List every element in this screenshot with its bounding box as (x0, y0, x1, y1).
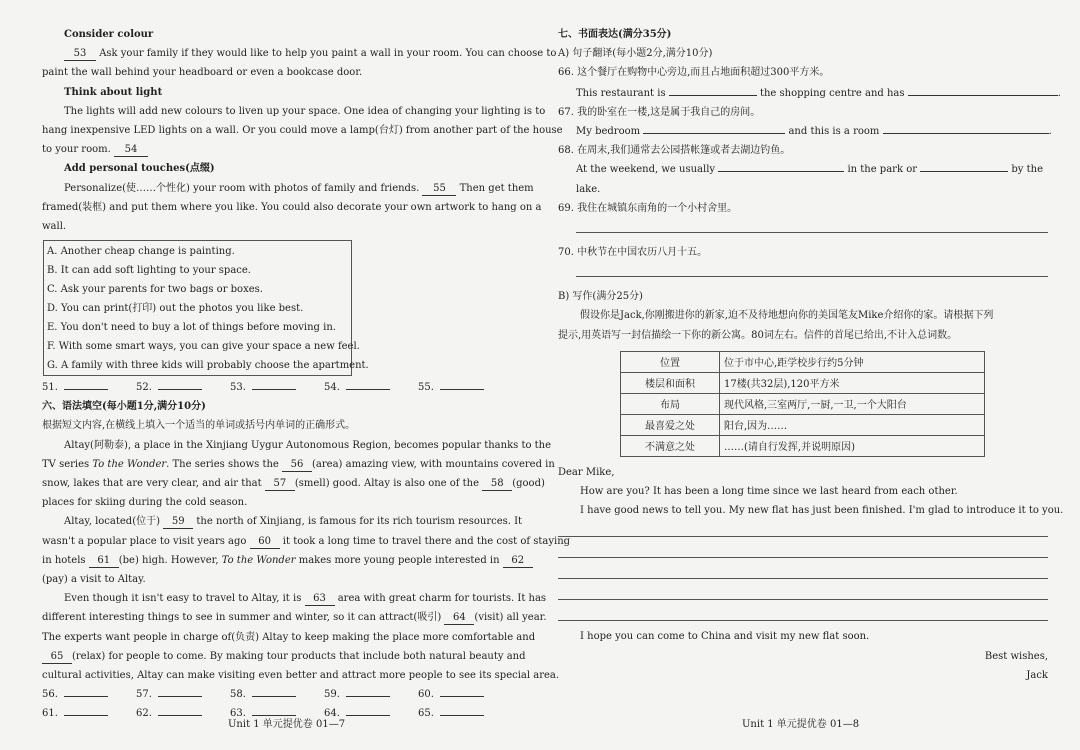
page-footer: Unit 1 单元提优卷 01—7 (228, 719, 346, 730)
paragraph-line: cultural activities, Altay can make visiting even better and attract more people to see its special area. (42, 670, 560, 682)
writing-line[interactable] (558, 526, 1048, 537)
table-row: 不满意之处 ……(请自行发挥,并说明原因) (621, 435, 985, 456)
table-row: 布局 现代风格,三室两厅,一厨,一卫,一个大阳台 (621, 393, 985, 414)
blank-54[interactable]: 54 (114, 144, 148, 157)
paragraph-line: (pay) a visit to Altay. (42, 574, 146, 586)
blank-68a[interactable] (718, 171, 844, 172)
answer-slot[interactable]: 55. (418, 378, 512, 397)
section-b-title: B) 写作(满分25分) (558, 291, 643, 303)
blank-57[interactable]: 57 (265, 478, 295, 491)
answer-slot[interactable]: 52. (136, 378, 230, 397)
writing-prompt-line: 提示,用英语写一封信描绘一下你的新公寓。80词左右。信件的首尾已给出,不计入总词数。 (558, 329, 958, 341)
blank-55[interactable]: 55 (422, 183, 456, 196)
option-b: B. It can add soft lighting to your space. (47, 265, 251, 277)
paragraph-line: paint the wall behind your headboard or even a bookcase door. (42, 67, 363, 79)
table-row: 最喜爱之处 阳台,因为…… (621, 414, 985, 435)
letter-end-line: I hope you can come to China and visit my new flat soon. (580, 631, 870, 643)
blank-66a[interactable] (669, 95, 757, 96)
blank-59[interactable]: 59 (163, 516, 193, 529)
answer-line-69[interactable] (576, 222, 1048, 233)
part7-title: 七、书面表达(满分35分) (558, 29, 672, 40)
table-row: 位置 位于市中心,距学校步行约5分钟 (621, 351, 985, 372)
blank-53[interactable]: 53 (64, 48, 96, 61)
writing-line[interactable] (558, 568, 1048, 579)
blank-67a[interactable] (643, 133, 785, 134)
blank-56[interactable]: 56 (282, 459, 312, 472)
letter-closing: Best wishes, (984, 650, 1048, 662)
blank-64[interactable]: 64 (444, 612, 474, 625)
paragraph-line: to your room. 54 (42, 140, 528, 159)
paragraph-line: 65 (relax) for people to come. By making tour products that include both natural beauty and (42, 647, 528, 666)
question-69: 69. 我住在城镇东南角的一个小村舍里。 (558, 202, 738, 214)
blank-58[interactable]: 58 (482, 478, 512, 491)
blank-61[interactable]: 61 (89, 555, 119, 568)
writing-line[interactable] (558, 547, 1048, 558)
answer-slot[interactable]: 63. (230, 704, 324, 723)
answer-line-70[interactable] (576, 266, 1048, 277)
part6-instruction: 根据短文内容,在横线上填入一个适当的单词或括号内单词的正确形式。 (42, 420, 356, 432)
paragraph-line: snow, lakes that are very clear, and air that 57 (smell) good. Altay is also one of the 58 (good) (42, 478, 545, 490)
answer-slot[interactable]: 58. (230, 685, 324, 704)
answer-slot[interactable]: 53. (230, 378, 324, 397)
answer-row-51-55 (42, 378, 528, 397)
answer-slot[interactable]: 64. (324, 704, 418, 723)
answer-67: My bedroom and this is a room . (576, 126, 1052, 138)
answer-slot[interactable]: 54. (324, 378, 418, 397)
right-page (540, 0, 1080, 750)
answer-slot[interactable]: 61. (42, 704, 136, 723)
answer-slot[interactable]: 65. (418, 704, 512, 723)
paragraph-line: wasn't a popular place to visit years ago 60 it took a long time to travel there and the cost of staying (42, 535, 571, 547)
blank-63[interactable]: 63 (305, 593, 335, 606)
blank-66b[interactable] (908, 95, 1058, 96)
paragraph-line: The experts want people in charge of(负责) Altay to keep making the place more comfortable and (42, 631, 536, 643)
paragraph-line: Even though it isn't easy to travel to Altay, it is 63 area with great charm for tourists. It has (64, 593, 547, 605)
paragraph-line: Altay, located(位于) 59 the north of Xinjiang, is famous for its rich tourism resources. It (64, 516, 523, 528)
option-c: C. Ask your parents for two bags or boxes. (47, 284, 263, 296)
section-a-title: A) 句子翻译(每小题2分,满分10分) (558, 48, 713, 60)
blank-67b[interactable] (883, 133, 1049, 134)
options-box (43, 240, 369, 376)
paragraph-line: places for skiing during the cold season. (42, 497, 248, 509)
question-66: 66. 这个餐厅在购物中心旁边,而且占地面积超过300平方米。 (558, 67, 830, 79)
paragraph-line: Personalize(使……个性化) your room with photos of family and friends. 55 Then get them (64, 182, 534, 194)
letter-signature: Jack (1026, 669, 1048, 681)
paragraph-line: wall. (42, 221, 67, 233)
table-row: 楼层和面积 17楼(共32层),120平方米 (621, 372, 985, 393)
question-68: 68. 在周末,我们通常去公园搭帐篷或者去湖边钓鱼。 (558, 145, 791, 157)
answer-slot[interactable]: 57. (136, 685, 230, 704)
option-e: E. You don't need to buy a lot of things before moving in. (47, 322, 336, 334)
answer-slot[interactable]: 51. (42, 378, 136, 397)
letter-line: I have good news to tell you. My new flat has just been finished. I'm glad to introduce it to you. (580, 505, 1064, 517)
blank-60[interactable]: 60 (250, 536, 280, 549)
answer-68-cont: lake. (576, 183, 601, 195)
paragraph-line: 53 Ask your family if they would like to help you paint a wall in your room. You can choose to (42, 44, 528, 63)
letter-line: How are you? It has been a long time since we last heard from each other. (580, 486, 958, 498)
paragraph-line: in hotels 61 (be) high. However, To the Wonder makes more young people interested in 62 (42, 551, 528, 570)
info-table (620, 351, 985, 457)
option-g: G. A family with three kids will probably choose the apartment. (47, 360, 369, 372)
paragraph-line: framed(装框) and put them where you like. You could also decorate your own artwork to hang on a (42, 201, 542, 213)
part6-title: 六、语法填空(每小题1分,满分10分) (42, 401, 206, 413)
heading-consider-colour: Consider colour (64, 29, 154, 40)
blank-68b[interactable] (920, 171, 1008, 172)
page-footer: Unit 1 单元提优卷 01—8 (742, 719, 860, 730)
answer-68: At the weekend, we usually in the park or by the (576, 164, 1043, 176)
blank-62[interactable]: 62 (503, 555, 533, 568)
question-70: 70. 中秋节在中国农历八月十五。 (558, 247, 708, 259)
option-f: F. With some smart ways, you can give your space a new feel. (47, 341, 360, 353)
blank-65[interactable]: 65 (42, 651, 72, 664)
answer-slot[interactable]: 62. (136, 704, 230, 723)
writing-line[interactable] (558, 610, 1048, 621)
answer-66: This restaurant is the shopping centre and has . (576, 87, 1061, 99)
heading-think-about-light: Think about light (64, 86, 163, 98)
paragraph-line: Altay(阿勒泰), a place in the Xinjiang Uygur Autonomous Region, becomes popular thanks to the (64, 439, 552, 451)
writing-prompt-line: 假设你是Jack,你刚搬进你的新家,迫不及待地想向你的美国笔友Mike介绍你的家。请根据下列 (580, 310, 994, 322)
answer-slot[interactable]: 59. (324, 685, 418, 704)
paragraph-line: The lights will add new colours to liven up your space. One idea of changing your lighting is to (64, 105, 546, 117)
writing-line[interactable] (558, 589, 1048, 600)
question-67: 67. 我的卧室在一楼,这是属于我自己的房间。 (558, 106, 761, 118)
answer-slot[interactable]: 60. (418, 685, 512, 704)
paragraph-line: hang inexpensive LED lights on a wall. Or you could move a lamp(台灯) from another part of the house (42, 125, 563, 137)
letter-greeting: Dear Mike, (558, 466, 615, 478)
option-a: A. Another cheap change is painting. (47, 246, 235, 258)
paragraph-line: different interesting things to see in summer and winter, so it can attract(吸引) 64 (visit) all year. (42, 612, 547, 624)
answer-row-56-60 (42, 685, 528, 704)
paragraph-line: TV series To the Wonder. The series shows the 56 (area) amazing view, with mountains covered in (42, 458, 555, 470)
answer-slot[interactable]: 56. (42, 685, 136, 704)
option-d: D. You can print(打印) out the photos you like best. (47, 303, 304, 315)
heading-add-personal-touches: Add personal touches(点缀) (64, 163, 215, 175)
